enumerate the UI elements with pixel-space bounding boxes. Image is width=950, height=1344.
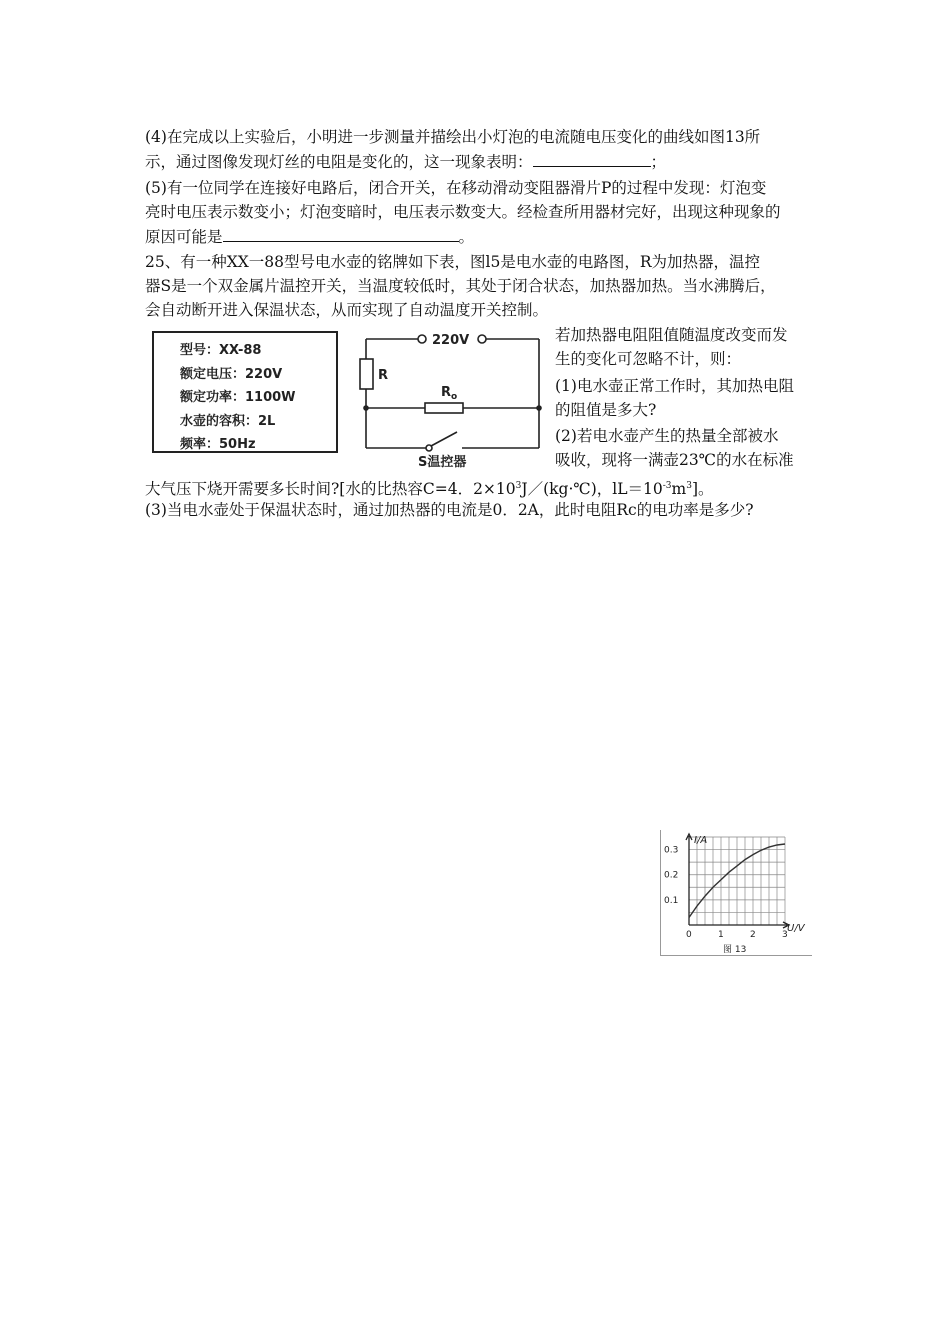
q5-line-3 — [145, 225, 474, 248]
q25-side-2: 生的变化可忽略不计，则： — [555, 350, 742, 368]
source-label: 220V — [432, 333, 470, 348]
kettle-nameplate — [152, 331, 338, 453]
x-tick-label: 1 — [718, 930, 724, 940]
x-tick-label: 3 — [782, 930, 788, 940]
q25-line-3: 会自动断开进入保温状态，从而实现了自动温度开关控制。 — [145, 301, 549, 319]
nameplate-voltage: 额定电压：220V — [180, 366, 283, 382]
q25-side-1: 若加热器电阻阻值随温度改变而发 — [555, 326, 788, 344]
q4-answer-blank[interactable] — [533, 150, 651, 167]
y-tick-label: 0.1 — [664, 895, 679, 906]
resistor-r-label: R — [378, 368, 389, 383]
switch-label: S温控器 — [418, 455, 467, 470]
q4-text-end: ； — [650, 153, 667, 171]
resistor-r — [360, 359, 373, 389]
q25-c-mid: J／(kg·℃)，lL＝10 — [521, 480, 663, 499]
q5-text-end: 。 — [458, 228, 475, 246]
y-tick-label: 0.3 — [664, 845, 679, 856]
circuit-diagram — [350, 326, 550, 472]
q5-line-1: (5)有一位同学在连接好电路后，闭合开关，在移动滑动变阻器滑片P的过程中发现：灯泡变 — [145, 179, 767, 197]
q25-line-c — [145, 475, 714, 500]
q25-side-6: 吸收，现将一满壶23℃的水在标准 — [555, 451, 794, 469]
q4-line-2 — [145, 150, 666, 173]
q25-c-pre: 大气压下烧开需要多长时间?[水的比热容C=4．2×10 — [145, 480, 516, 499]
chart-grid — [689, 837, 785, 925]
q4-text: 示，通过图像发现灯丝的电阻是变化的，这一现象表明： — [145, 153, 533, 171]
nameplate-capacity: 水壶的容积：2L — [180, 413, 276, 429]
q25-line-d: (3)当电水壶处于保温状态时，通过加热器的电流是0．2A，此时电阻Rc的电功率是多少? — [145, 501, 754, 519]
resistor-r0 — [425, 403, 463, 413]
nameplate-power: 额定功率：1100W — [180, 390, 296, 405]
terminal-left — [418, 335, 426, 343]
q25-side-3: (1)电水壶正常工作时，其加热电阻 — [555, 377, 794, 395]
q25-c-sup3: 3 — [686, 481, 692, 491]
y-tick-label: 0.2 — [664, 870, 679, 881]
q25-c-sup1: 3 — [515, 481, 522, 491]
q25-c-post: ]。 — [691, 480, 714, 499]
iu-graph-figure — [660, 830, 812, 956]
q25-side-4: 的阻值是多大? — [555, 401, 657, 419]
x-tick-label: 2 — [750, 930, 756, 940]
x-tick-label: 0 — [686, 930, 692, 940]
q25-c-mid2: m — [671, 480, 687, 499]
chart-axes — [686, 834, 789, 928]
nameplate-frequency: 频率：50Hz — [180, 437, 256, 452]
resistor-r0-label: $R_o$ — [441, 385, 458, 402]
x-axis-label: U/V — [787, 923, 805, 934]
q5-line-2: 亮时电压表示数变小；灯泡变暗时，电压表示数变大。经检查所用器材完好，出现这种现象的 — [145, 203, 781, 221]
q5-text: 原因可能是 — [145, 228, 223, 246]
q25-side-5: (2)若电水壶产生的热量全部被水 — [555, 427, 779, 445]
q25-line-2: 器S是一个双金属片温控开关，当温度较低时，其处于闭合状态，加热器加热。当水沸腾后， — [145, 277, 776, 295]
nameplate-model: 型号：XX-88 — [180, 343, 262, 358]
q25-c-sup2: -3 — [662, 481, 672, 491]
terminal-right — [478, 335, 486, 343]
switch-blade — [431, 432, 457, 446]
y-axis-label: I/A — [694, 835, 708, 846]
q25-line-1: 25、有一种XX一88型号电水壶的铭牌如下表，图l5是电水壶的电路图，R为加热器，温控 — [145, 253, 761, 271]
figure-caption: 图 13 — [723, 945, 747, 955]
q4-line-1: (4)在完成以上实验后，小明进一步测量并描绘出小灯泡的电流随电压变化的曲线如图13所 — [145, 128, 761, 146]
q5-answer-blank[interactable] — [223, 225, 459, 242]
